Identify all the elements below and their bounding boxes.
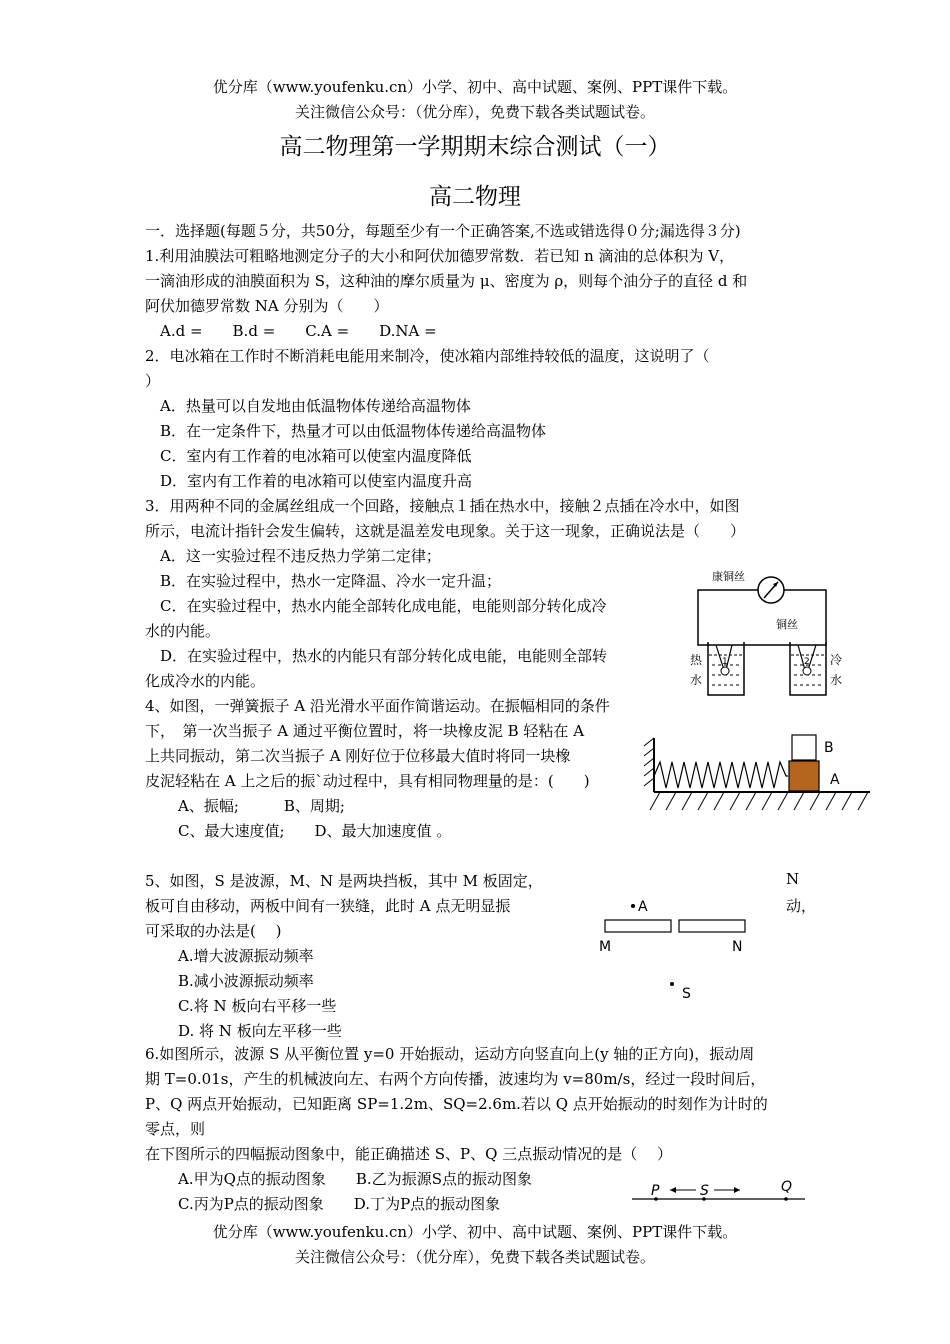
thermocouple-diagram bbox=[680, 560, 845, 710]
q6-line-4: 零点，则 bbox=[145, 1120, 206, 1138]
q3-option-b: B．在实验过程中，热水一定降温、冷水一定升温； bbox=[160, 572, 502, 590]
wave-propagation-diagram bbox=[630, 1175, 810, 1207]
q5-option-a: A.增大波源振动频率 bbox=[178, 947, 314, 965]
q5-option-c: C.将 N 板向右平移一些 bbox=[178, 997, 337, 1015]
spring-oscillator-diagram bbox=[640, 730, 875, 820]
slit-diffraction-diagram bbox=[595, 895, 755, 1005]
q4-line-2: 下， 第一次当振子 A 通过平衡位置时，将一块橡皮泥 B 轻粘在 A bbox=[145, 722, 585, 740]
junction-1-label: 1 bbox=[722, 657, 728, 667]
cold-label-1: 冷 bbox=[830, 653, 843, 667]
q3-option-c-line-2: 水的内能。 bbox=[145, 622, 221, 640]
q5-line-3: 可采取的办法是( ) bbox=[145, 922, 282, 940]
q2-option-b: B．在一定条件下，热量才可以由低温物体传递给高温物体 bbox=[160, 422, 547, 440]
spring bbox=[654, 762, 788, 788]
wire1-label: 康铜丝 bbox=[712, 570, 745, 583]
page-title: 高二物理第一学期期末综合测试（一） bbox=[279, 134, 671, 160]
q6-options-2: C.丙为P点的振动图象 D.丁为P点的振动图象 bbox=[178, 1195, 501, 1213]
block-b-label: B bbox=[824, 740, 834, 756]
q5-line-1-right: N bbox=[786, 870, 800, 888]
point-p-label: P bbox=[651, 1183, 660, 1199]
wire2-label: 铜丝 bbox=[776, 618, 798, 631]
block-a-label: A bbox=[830, 772, 840, 788]
plate-m-label: M bbox=[599, 939, 612, 955]
q2-line-2: ） bbox=[145, 372, 161, 390]
q6-line-5: 在下图所示的四幅振动图象中，能正确描述 S、P、Q 三点振动情况的是（ ） bbox=[145, 1145, 672, 1163]
arrow-right-icon bbox=[734, 1187, 740, 1193]
q4-options-2: C、最大速度值; D、最大加速度值 。 bbox=[178, 822, 452, 840]
q4-line-3: 上共同振动，第二次当振子 A 刚好位于位移最大值时将同一块橡 bbox=[145, 747, 571, 765]
q3-option-d-line-1: D．在实验过程中，热水的内能只有部分转化成电能，电能则全部转 bbox=[160, 647, 608, 665]
point-a-label: A bbox=[638, 899, 648, 915]
point-s-label: S bbox=[700, 1183, 709, 1199]
q5-line-1: 5、如图，S 是波源，M、N 是两块挡板，其中 M 板固定， bbox=[145, 872, 543, 890]
q3-option-c-line-1: C．在实验过程中，热水内能全部转化成电能，电能则部分转化成冷 bbox=[160, 597, 607, 615]
q6-options-1: A.甲为Q点的振动图象 B.乙为振源S点的振动图象 bbox=[178, 1170, 532, 1188]
q2-option-d: D．室内有工作着的电冰箱可以使室内温度升高 bbox=[160, 472, 473, 490]
block-b bbox=[792, 735, 816, 760]
cold-label-2: 水 bbox=[830, 673, 843, 687]
q2-option-a: A．热量可以自发地由低温物体传递给高温物体 bbox=[160, 397, 471, 415]
q5-option-b: B.减小波源振动频率 bbox=[178, 972, 314, 990]
block-a bbox=[789, 761, 819, 791]
q2-option-c: C．室内有工作着的电冰箱可以使室内温度降低 bbox=[160, 447, 472, 465]
q1-line-1: 1.利用油膜法可粗略地测定分子的大小和阿伏加德罗常数．若已知 n 滴油的总体积为 V， bbox=[145, 247, 735, 265]
junction-2-label: 2 bbox=[804, 657, 810, 667]
q4-options-1: A、振幅; B、周期; bbox=[178, 797, 345, 815]
point-q-label: Q bbox=[781, 1179, 793, 1195]
q6-line-1: 6.如图所示，波源 S 从平衡位置 y=0 开始振动，运动方向竖直向上(y 轴的正方向)，振动周 bbox=[145, 1045, 755, 1063]
q6-line-2: 期 T=0.01s，产生的机械波向左、右两个方向传播，波速均为 v=80m/s，经过一段时间后， bbox=[145, 1070, 766, 1088]
plate-m bbox=[605, 920, 671, 932]
q6-line-3: P、Q 两点开始振动，已知距离 SP=1.2m、SQ=2.6m.若以 Q 点开始振动的时刻作为计时的 bbox=[145, 1095, 768, 1113]
header-line-2: 关注微信公众号：（优分库），免费下载各类试题试卷。 bbox=[294, 103, 655, 121]
arrow-left-icon bbox=[670, 1187, 676, 1193]
q3-option-a: A．这一实验过程不违反热力学第二定律； bbox=[160, 547, 441, 565]
q1-line-2: 一滴油形成的油膜面积为 S，这种油的摩尔质量为 μ、密度为 ρ，则每个油分子的直径 d 和 bbox=[145, 272, 748, 290]
q4-line-4: 皮泥轻粘在 A 上之后的振`动过程中，具有相同物理量的是：( ) bbox=[145, 772, 590, 790]
source-s-label: S bbox=[682, 986, 691, 1002]
q3-option-d-line-2: 化成冷水的内能。 bbox=[145, 672, 266, 690]
q3-line-1: 3．用两种不同的金属丝组成一个回路，接触点１插在热水中，接触２点插在冷水中，如图 bbox=[145, 497, 740, 515]
hot-label-1: 热 bbox=[690, 653, 703, 667]
plate-n-label: N bbox=[732, 939, 743, 955]
q2-line-1: 2．电冰箱在工作时不断消耗电能用来制冷，使冰箱内部维持较低的温度，这说明了（ bbox=[145, 347, 710, 365]
q5-line-2-right: 动， bbox=[786, 897, 817, 915]
q1-line-3: 阿伏加德罗常数 NA 分别为（ ） bbox=[145, 297, 389, 315]
page-subtitle: 高二物理 bbox=[429, 184, 521, 210]
hot-label-2: 水 bbox=[690, 673, 703, 687]
q5-option-d: D. 将 N 板向左平移一些 bbox=[178, 1022, 342, 1040]
q5-line-2: 板可自由移动，两板中间有一狭缝，此时 A 点无明显振 bbox=[145, 897, 511, 915]
header-line-1: 优分库（www.youfenku.cn）小学、初中、高中试题、案例、PPT课件下载。 bbox=[212, 78, 738, 96]
footer-line-2: 关注微信公众号：（优分库），免费下载各类试题试卷。 bbox=[294, 1248, 655, 1266]
q4-line-1: 4、如图，一弹簧振子 A 沿光滑水平面作简谐运动。在振幅相同的条件 bbox=[145, 697, 610, 715]
footer-line-1: 优分库（www.youfenku.cn）小学、初中、高中试题、案例、PPT课件下载。 bbox=[212, 1223, 738, 1241]
plate-n bbox=[679, 920, 745, 932]
q1-options: A.d = B.d = C.A = D.NA = bbox=[160, 322, 437, 340]
section-heading: 一．选择题(每题５分，共50分，每题至少有一个正确答案,不选或错选得０分;漏选得３分) bbox=[145, 222, 741, 240]
q3-line-2: 所示，电流计指针会发生偏转，这就是温差发电现象。关于这一现象，正确说法是（ ） bbox=[145, 522, 746, 540]
